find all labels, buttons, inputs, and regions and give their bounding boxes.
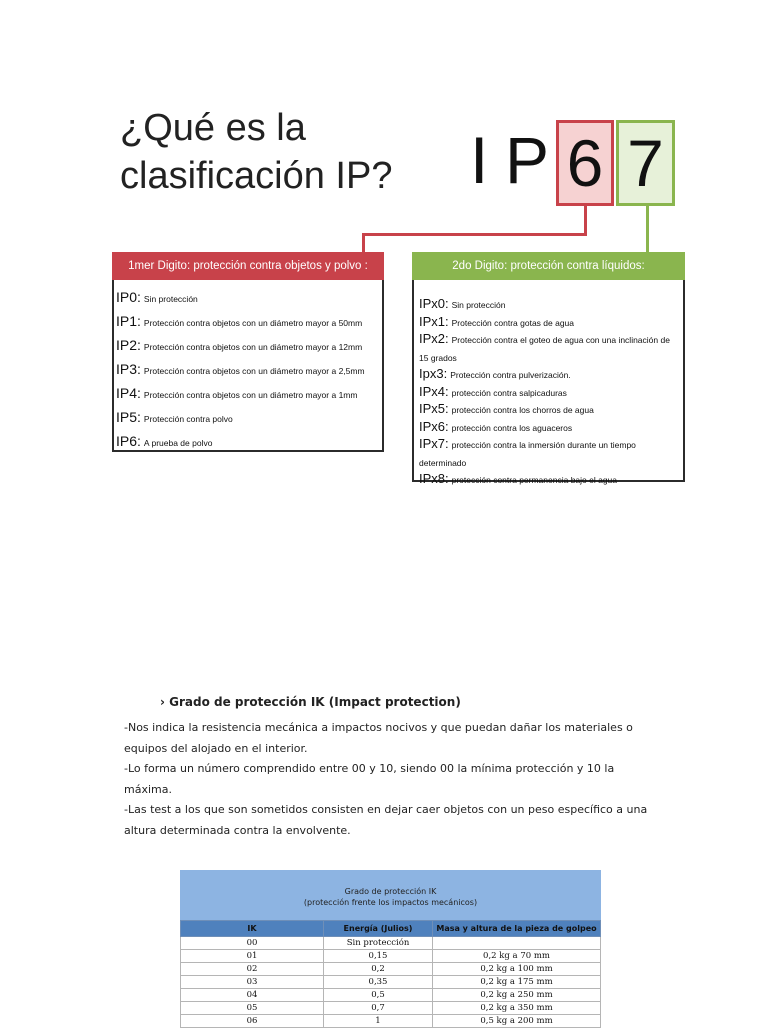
ip-letter-i: I [470,123,489,197]
ik-table-grid [180,920,601,1028]
ik-description [124,718,654,841]
list-item: IPx4: protección contra salpicaduras [419,383,567,399]
list-item: IP3: Protección contra objetos con un diámetro mayor a 2,5mm [116,361,365,377]
ip-first-digit-box: 6 [556,120,614,206]
first-digit-list [114,280,382,454]
second-digit-heading: 2do Digito: protección contra líquidos: [412,252,685,280]
first-digit-panel [112,252,384,452]
table-row: 00 Sin protección [181,937,601,950]
list-item: IPx2: Protección contra el goteo de agua con una inclinación de 15 grados [419,331,670,363]
ik-paragraph: -Lo forma un número comprendido entre 00 y 10, siendo 00 la mínima protección y 10 la máxima. [124,762,615,796]
ik-paragraph: -Nos indica la resistencia mecánica a impactos nocivos y que puedan dañar los materiales o equipos del alojado en el interior. [124,721,633,755]
list-item: IPx5: protección contra los chorros de agua [419,401,594,416]
infographic-title [120,104,460,200]
list-item: IP4: Protección contra objetos con un diámetro mayor a 1mm [116,385,358,401]
list-item: IP1: Protección contra objetos con un diámetro mayor a 50mm [116,313,363,329]
column-header: Masa y altura de la pieza de golpeo [433,921,601,937]
list-item: IP5: Protección contra polvo [116,409,233,425]
table-row: 05 0,7 0,2 kg a 350 mm [181,1002,601,1015]
list-item: IPx7: protección contra la inmersión durante un tiempo determinado [419,436,636,468]
second-digit-list [414,280,683,489]
list-item: IP6: A prueba de polvo [116,433,213,449]
ik-table [180,870,601,1028]
connector-red-drop [362,233,365,253]
ik-paragraph: -Las test a los que son sometidos consisten en dejar caer objetos con un peso específico a una altura determinada contra la envolvente. [124,803,648,837]
connector-red-horizontal [362,233,587,236]
ip-second-digit-box: 7 [616,120,675,206]
list-item: IP0: Sin protección [116,289,198,305]
ip-letter-p: P [505,123,550,197]
connector-green-vertical [646,206,649,252]
list-item: IPx1: Protección contra gotas de agua [419,313,575,329]
title-line-2: clasificación IP? [120,155,393,197]
second-digit-panel [412,252,685,486]
column-header: Energía (Julios) [324,921,433,937]
table-row: 03 0,35 0,2 kg a 175 mm [181,976,601,989]
list-item: Ipx3: Protección contra pulverización. [419,366,571,381]
list-item: IP2: Protección contra objetos con un diámetro mayor a 12mm [116,337,363,353]
table-row: 02 0,2 0,2 kg a 100 mm [181,963,601,976]
connector-red-vertical [584,206,587,236]
table-row: 01 0,15 0,2 kg a 70 mm [181,950,601,963]
ik-table-title: Grado de protección IK (protección frente los impactos mecánicos) [180,870,601,920]
table-row: 06 1 0,5 kg a 200 mm [181,1015,601,1028]
table-row: 04 0,5 0,2 kg a 250 mm [181,989,601,1002]
table-header-row [181,921,601,937]
list-item: IPx8: protección contra permanencia bajo el agua [419,471,618,486]
list-item: IPx0: Sin protección [419,296,506,311]
column-header: IK [181,921,324,937]
title-line-1: ¿Qué es la [120,107,306,149]
ik-section-title: › Grado de protección IK (Impact protection) [160,695,461,709]
list-item: IPx6: protección contra los aguaceros [419,418,573,434]
first-digit-heading: 1mer Digito: protección contra objetos y polvo : [112,252,384,280]
